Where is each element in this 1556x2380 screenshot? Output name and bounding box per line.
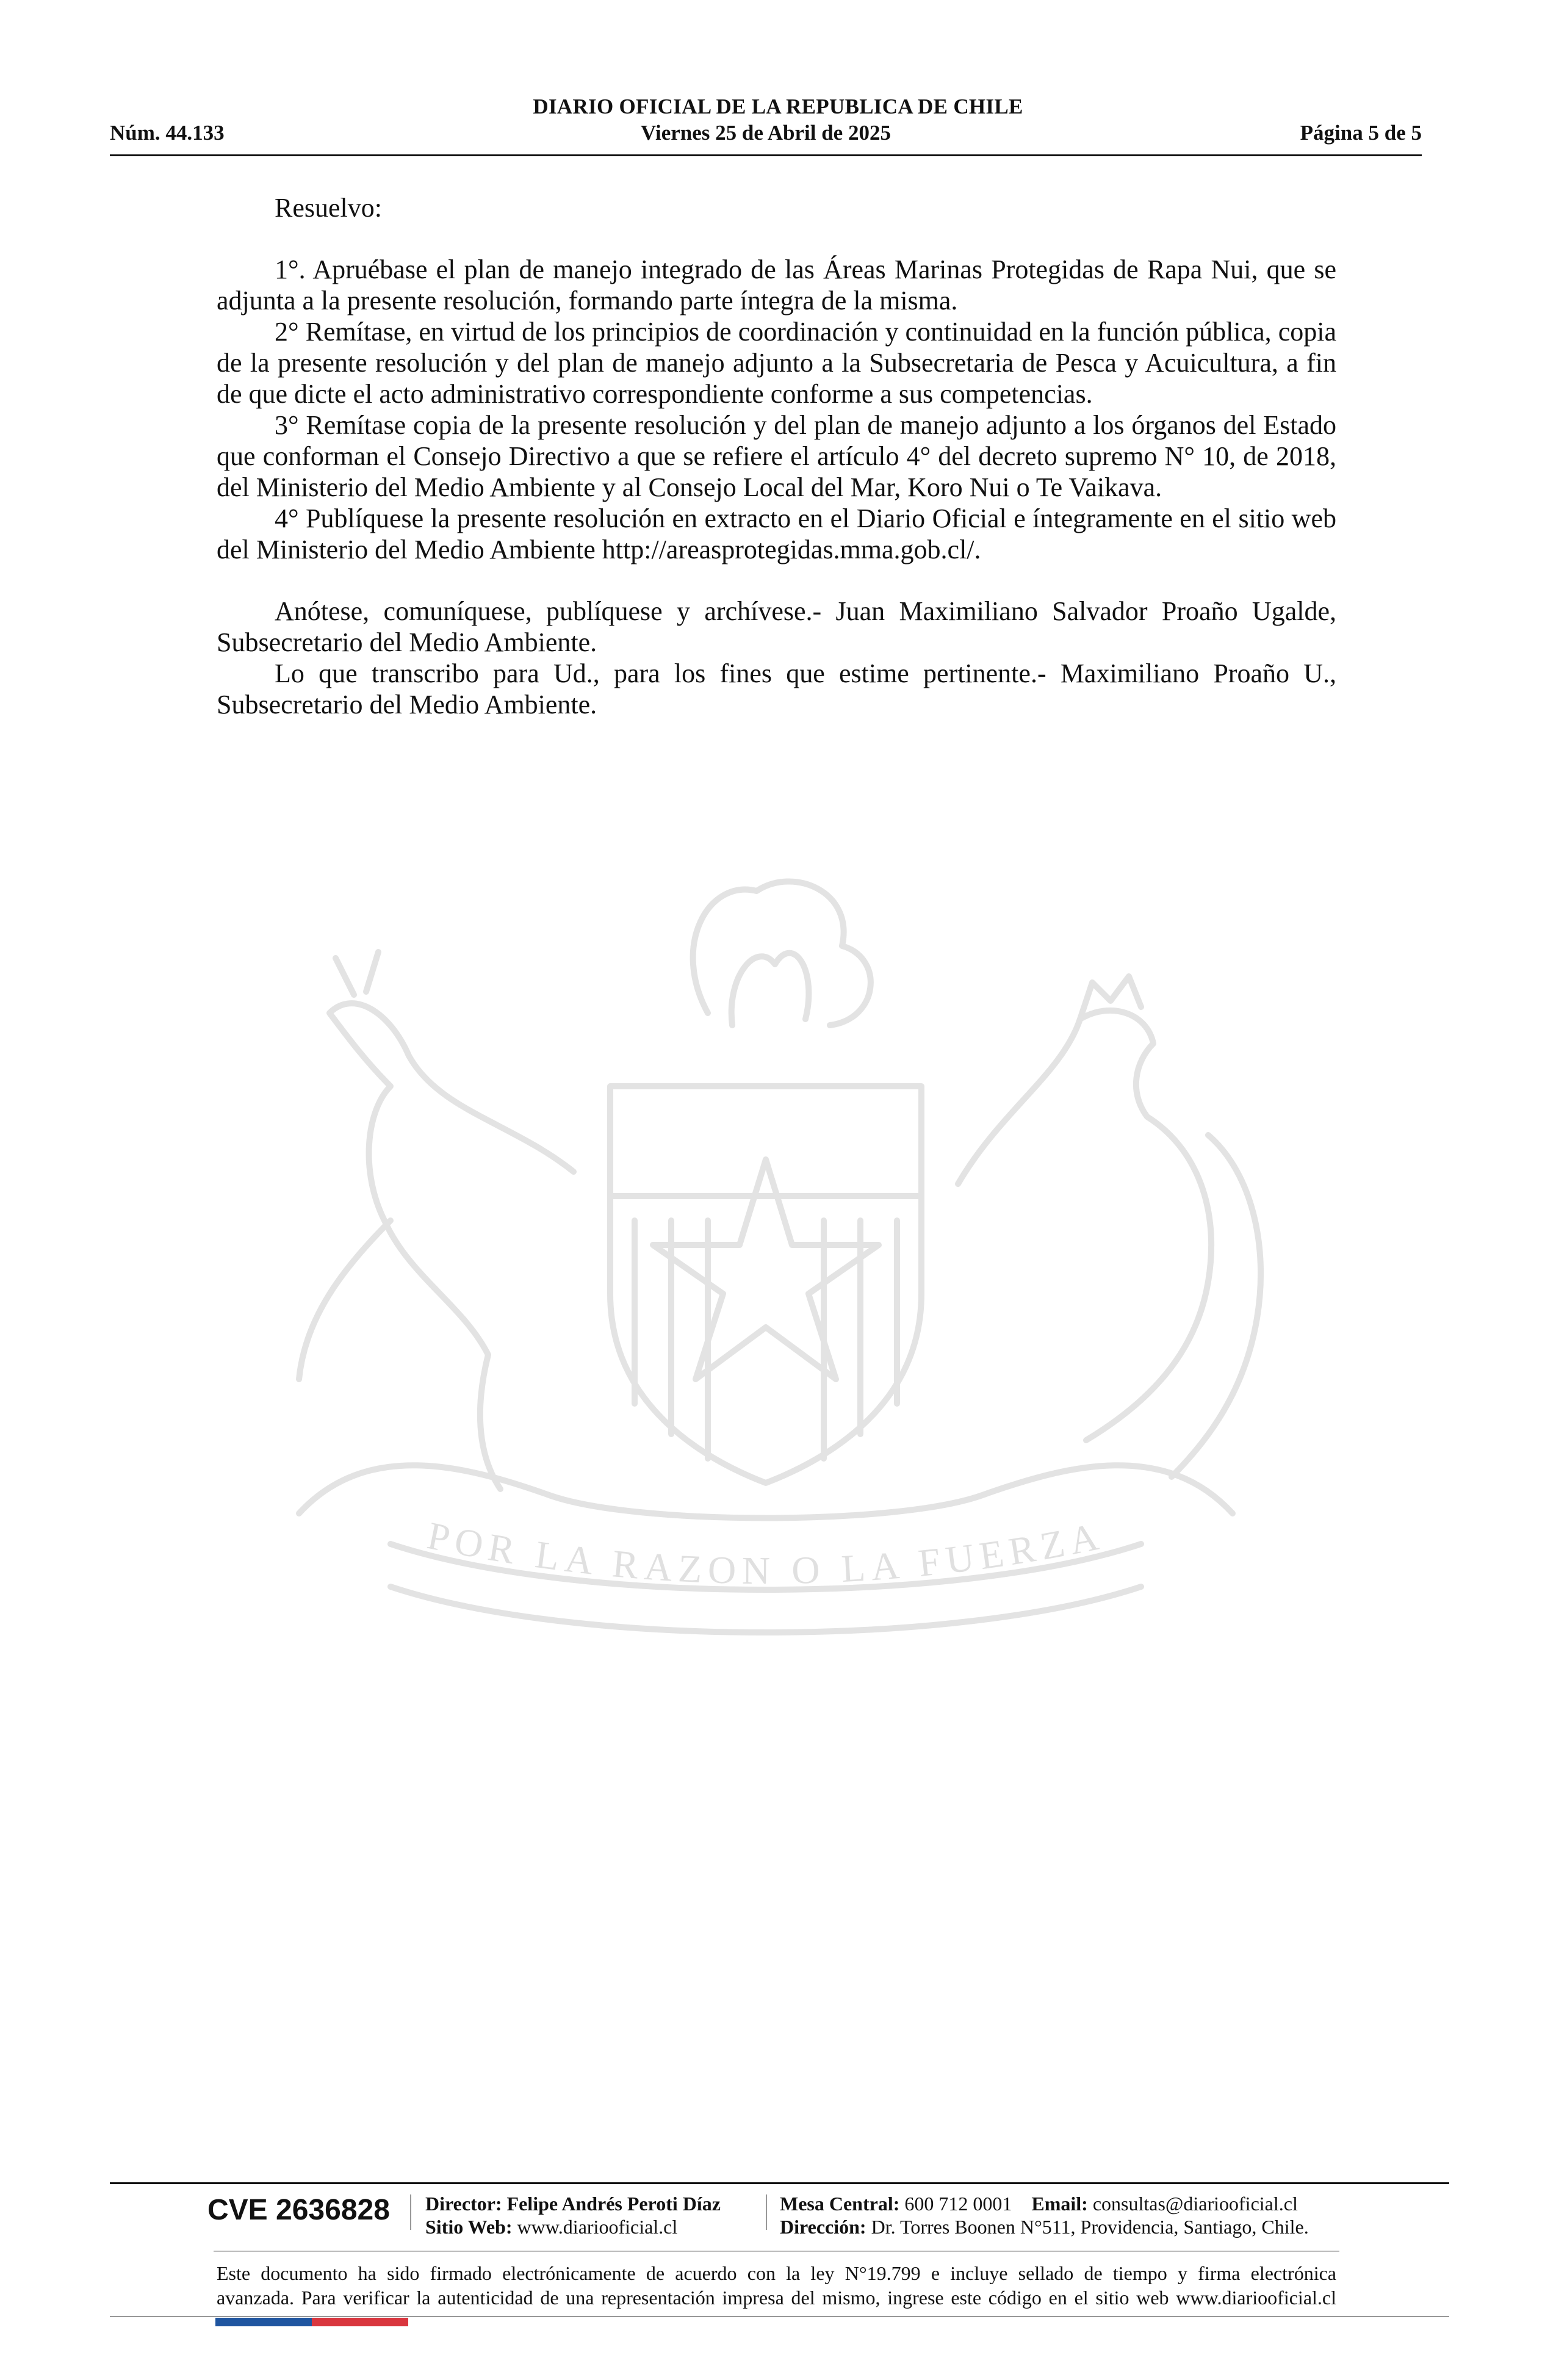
web-label: Sitio Web: (425, 2216, 513, 2238)
director-label: Director: (425, 2193, 502, 2215)
resuelvo-heading: Resuelvo: (275, 193, 382, 223)
address-value: Dr. Torres Boonen N°511, Providencia, Santiago, Chile. (871, 2216, 1309, 2238)
resolution-item-4: 4° Publíquese la presente resolución en extracto en el Diario Oficial e íntegramente en el sitio web del Ministerio del Medio Ambiente http://areasprotegidas.mma.gob.cl/. (217, 503, 1336, 564)
page-indicator: Página 5 de 5 (1300, 121, 1422, 145)
legal-line-2: avanzada. Para verificar la autenticidad de una representación impresa del mismo, ingrese este código en el sitio web www.diariooficial.cl (217, 2287, 1336, 2309)
flag-stripe-red (312, 2318, 408, 2326)
email-link[interactable]: consultas@diariooficial.cl (1092, 2193, 1298, 2215)
issue-number: Núm. 44.133 (110, 121, 225, 145)
footer-separator (410, 2194, 411, 2230)
cve-code: CVE 2636828 (207, 2194, 390, 2226)
phone-value: 600 712 0001 (904, 2193, 1012, 2215)
closing-signature: Anótese, comuníquese, publíquese y archívese.- Juan Maximiliano Salvador Proaño Ugalde, Subsecretario del Medio Ambiente. (217, 596, 1336, 657)
footer-divider-top (110, 2182, 1449, 2184)
address-label: Dirección: (780, 2216, 866, 2238)
header-row (110, 121, 1422, 148)
transcription-note: Lo que transcribo para Ud., para los fines que estime pertinente.- Maximiliano Proaño U., Subsecretario del Medio Ambiente. (217, 658, 1336, 719)
seal-motto: POR LA RAZON O LA FUERZA (423, 1513, 1108, 1593)
flag-stripe-blue (215, 2318, 312, 2326)
web-link[interactable]: www.diariooficial.cl (517, 2216, 678, 2238)
phone-label: Mesa Central: (780, 2193, 900, 2215)
footer-divider-mid (214, 2251, 1339, 2252)
director-name: Felipe Andrés Peroti Díaz (506, 2193, 721, 2215)
resolution-item-2: 2° Remítase, en virtud de los principios de coordinación y continuidad en la función pública, copia de la presente resolución y del plan de manejo adjunto a la Subsecretaria de Pesca y Acuicultura, a fin de que dicte el acto administrativo correspondiente conforme a sus competencias. (217, 317, 1336, 409)
legal-line-1: Este documento ha sido firmado electrónicamente de acuerdo con la ley N°19.799 e incluye sellado de tiempo y firma electrónica (217, 2262, 1336, 2284)
legal-notice (217, 2261, 1336, 2310)
resolution-body (217, 192, 1336, 720)
header-divider (110, 154, 1422, 156)
footer-divider-bottom (110, 2316, 1449, 2317)
resolution-item-1: 1°. Apruébase el plan de manejo integrado de las Áreas Marinas Protegidas de Rapa Nui, que se adjunta a la presente resolución, formando parte íntegra de la misma. (217, 254, 1336, 316)
svg-text:POR LA RAZON O LA FUERZA (424, 1513, 1108, 1592)
footer-contact-block (780, 2192, 1309, 2238)
chile-coat-of-arms-icon (207, 854, 1324, 1666)
email-label: Email: (1031, 2193, 1088, 2215)
footer-director-block (425, 2192, 721, 2238)
footer-separator (766, 2194, 767, 2230)
resolution-item-3: 3° Remítase copia de la presente resolución y del plan de manejo adjunto a los órganos del Estado que conforman el Consejo Directivo a que se refiere el artículo 4° del decreto supremo N° 10, de 2018, del Ministerio del Medio Ambiente y al Consejo Local del Mar, Koro Nui o Te Vaikava. (217, 410, 1336, 502)
issue-date: Viernes 25 de Abril de 2025 (641, 121, 891, 145)
gazette-title: DIARIO OFICIAL DE LA REPUBLICA DE CHILE (533, 95, 1023, 118)
